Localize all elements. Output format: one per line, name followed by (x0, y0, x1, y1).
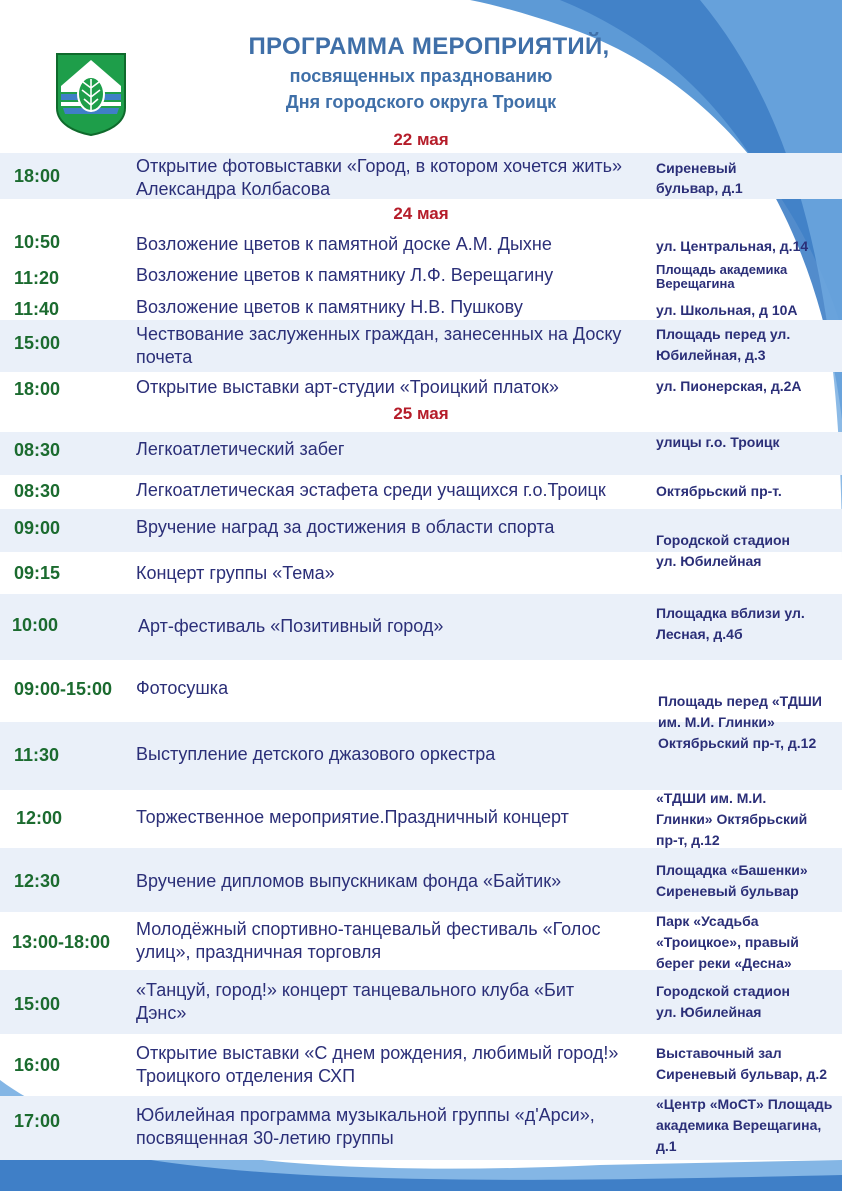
event-time: 09:00 (14, 518, 61, 538)
event-place: «ТДШИ им. М.И. Глинки» Октябрьский пр-т, д.12 (656, 790, 808, 848)
date-heading: 25 мая (393, 404, 449, 423)
event-title: Юбилейная программа музыкальной группы «д'Арси», посвященная 30-летию группы (136, 1105, 595, 1148)
event-title: Вручение наград за достижения в области спорта (136, 517, 555, 537)
event-title: Легкоатлетическая эстафета среди учащихся г.о.Троицк (136, 480, 606, 500)
event-place: ул. Центральная, д.14 (656, 238, 809, 254)
event-time: 09:00-15:00 (14, 679, 113, 699)
event-time: 18:00 (14, 379, 61, 399)
event-time: 18:00 (14, 166, 61, 186)
event-place: Городской стадион ул. Юбилейная (656, 532, 790, 569)
event-title: Арт-фестиваль «Позитивный город» (138, 616, 444, 636)
event-time: 11:40 (14, 299, 60, 319)
event-place: Парк «Усадьба «Троицкое», правый берег реки «Десна» (656, 913, 799, 971)
event-title: Возложение цветов к памятнику Н.В. Пушкову (136, 297, 523, 317)
event-title: Возложение цветов к памятной доске А.М. Дыхне (136, 234, 552, 254)
event-time: 15:00 (14, 333, 61, 353)
event-place: Городской стадион ул. Юбилейная (656, 983, 790, 1020)
event-time: 10:00 (12, 615, 59, 635)
event-title: Легкоатлетический забег (136, 439, 345, 459)
program-subtitle: посвященных празднованию (289, 66, 553, 86)
event-time: 12:30 (14, 871, 61, 891)
event-time: 11:30 (14, 745, 60, 765)
event-title: Вручение дипломов выпускникам фонда «Байтик» (136, 871, 562, 891)
event-time: 11:20 (14, 268, 60, 288)
event-title: Возложение цветов к памятнику Л.Ф. Верещагину (136, 265, 554, 285)
event-place: Площадь академика Верещагина (656, 262, 788, 291)
event-place: Площадь перед «ТДШИ им. М.И. Глинки» Октябрьский пр-т, д.12 (658, 693, 822, 751)
event-title: «Танцуй, город!» концерт танцевального клуба «Бит Дэнс» (136, 980, 575, 1023)
event-title: Выступление детского джазового оркестра (136, 744, 496, 764)
event-place: улицы г.о. Троицк (656, 434, 780, 450)
event-place: Площадка «Башенки» Сиреневый бульвар (656, 862, 808, 899)
event-time: 08:30 (14, 481, 61, 501)
event-place: Выставочный зал Сиреневый бульвар, д.2 (656, 1045, 828, 1082)
event-title: Торжественное мероприятие.Праздничный концерт (136, 807, 569, 827)
event-time: 12:00 (16, 808, 63, 828)
event-time: 10:50 (14, 232, 61, 252)
date-heading: 22 мая (393, 130, 449, 149)
event-title: Открытие выставки «С днем рождения, любимый город!» Троицкого отделения СХП (136, 1043, 619, 1086)
event-place: ул. Школьная, д 10А (656, 302, 798, 318)
event-place: Октябрьский пр-т. (656, 483, 782, 499)
event-place: Площадка вблизи ул. Лесная, д.4б (656, 605, 805, 642)
event-time: 17:00 (14, 1111, 61, 1131)
event-time: 13:00-18:00 (12, 932, 111, 952)
event-place: ул. Пионерская, д.2А (656, 378, 802, 394)
event-place: Сиреневый бульвар, д.1 (656, 160, 743, 196)
event-time: 08:30 (14, 440, 61, 460)
event-title: Открытие выставки арт-студии «Троицкий платок» (136, 377, 559, 397)
date-heading: 24 мая (393, 204, 449, 223)
event-time: 16:00 (14, 1055, 61, 1075)
event-title: Молодёжный спортивно-танцевальй фестиваль «Голос улиц», праздничная торговля (136, 919, 601, 962)
program-subtitle-city: Дня городского округа Троицк (285, 92, 557, 112)
program-title: ПРОГРАММА МЕРОПРИЯТИЙ, (248, 33, 610, 60)
event-time: 15:00 (14, 994, 61, 1014)
event-place: «Центр «МоСТ» Площадь академика Верещагина, д.1 (656, 1096, 833, 1154)
event-place: Площадь перед ул. Юбилейная, д.3 (656, 326, 791, 363)
event-title: Открытие фотовыставки «Город, в котором хочется жить» Александра Колбасова (136, 156, 623, 199)
event-time: 09:15 (14, 563, 61, 583)
event-title: Фотосушка (136, 678, 229, 698)
event-title: Концерт группы «Тема» (136, 563, 335, 583)
event-title: Чествование заслуженных граждан, занесенных на Доску почета (136, 324, 622, 367)
